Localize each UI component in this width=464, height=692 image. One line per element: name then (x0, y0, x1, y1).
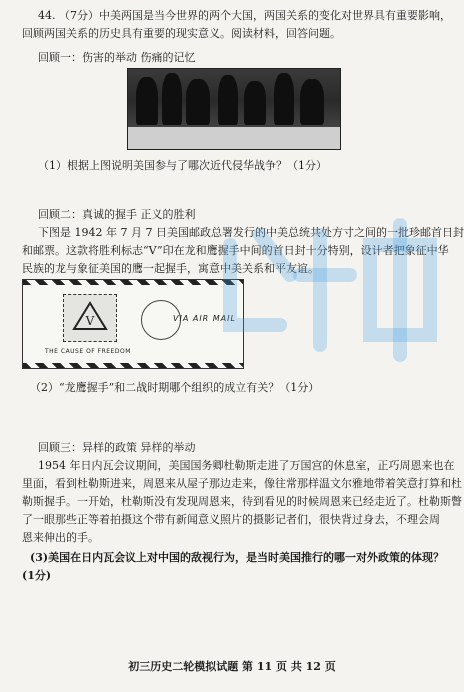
q44-intro-line-1: 44. （7分）中美两国是当今世界的两个大国，两国关系的变化对世界具有重要影响， (38, 9, 451, 22)
section3-text-line-1: 1954 年日内瓦会议期间，美国国务卿杜勒斯走进了万国宫的休息室，正巧周恩来也在 (38, 459, 455, 472)
page-footer: 初三历史二轮模拟试题 第 11 页 共 12 页 (128, 660, 336, 673)
section3-text-line-4: 了一眼那些正等着拍摄这个带有新闻意义照片的摄影记者们，很快背过身去，不理会周 (22, 513, 440, 526)
svg-text:V: V (85, 314, 95, 328)
question-3-line-2: (1分) (22, 569, 52, 582)
first-day-cover-envelope (22, 279, 244, 369)
section3-heading: 回顾三：异样的政策 异样的举动 (38, 441, 196, 454)
section1-heading: 回顾一：伤害的举动 伤痛的记忆 (38, 51, 196, 64)
air-mail-label: VIA AIR MAIL (173, 314, 236, 323)
section2-text-line-3: 民族的龙与象征美国的鹰一起握手，寓意中美关系和平友谊。 (22, 262, 319, 275)
stamp-image (63, 294, 117, 342)
section3-text-line-5: 恩来伸出的手。 (22, 531, 99, 544)
envelope-caption: THE CAUSE OF FREEDOM (45, 348, 131, 355)
section3-text-line-3: 勒斯握手。一开始，杜勒斯没有发现周恩来，待到看见的时候周恩来已经走近了。杜勒斯瞥 (22, 495, 462, 508)
question-3-line-1: (3)美国在日内瓦会议上对中国的敌视行为，是当时美国推行的哪一对外政策的体现？ (30, 551, 445, 564)
section2-text-line-2: 和邮票。这款将胜利标志“V”印在龙和鹰握手中间的首日封十分特别，设计者把象征中华 (22, 244, 449, 257)
section3-text-line-2: 里面，看到杜勒斯进来，周恩来从屋子那边走来，像往常那样温文尔雅地带着笑意打算和杜 (22, 477, 462, 490)
section2-text-line-1: 下图是 1942 年 7 月 7 日美国邮政总署发行的中美总统共处方寸之间的一批珍邮首日封 (38, 226, 464, 239)
question-1: （1）根据上图说明美国参与了哪次近代侵华战争？（1分） (38, 159, 327, 172)
section2-heading: 回顾二：真诚的握手 正义的胜利 (38, 208, 196, 221)
historical-photo (127, 68, 341, 150)
q44-intro-line-2: 回顾两国关系的历史具有重要的现实意义。阅读材料，回答问题。 (22, 27, 341, 40)
question-2: （2）“龙鹰握手”和二战时期哪个组织的成立有关？（1分） (30, 381, 320, 394)
